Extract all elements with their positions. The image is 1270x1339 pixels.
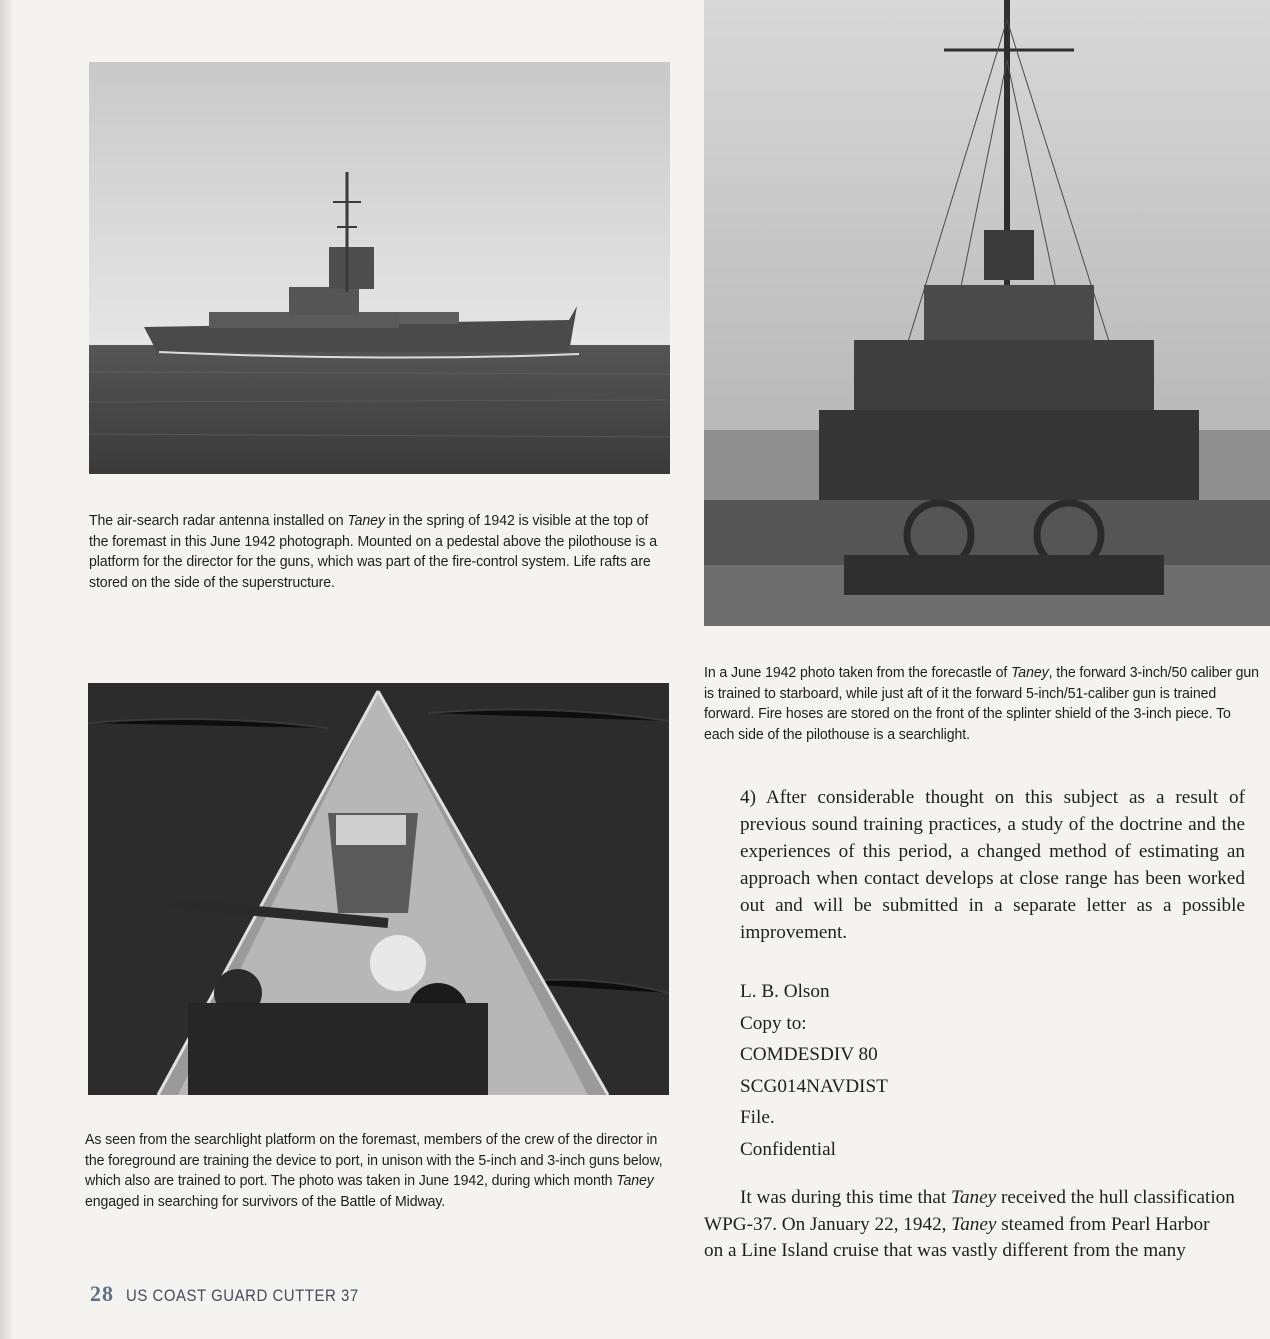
body-text: WPG-37. On January 22, 1942, <box>704 1213 952 1235</box>
report-paragraph-4: 4) After considerable thought on this subject as a result of previous sound training practices, a study of the doctrine and the experiences of this period, a changed method of estimating an approach when contact develops at close range has been worked out and will be submitted in a separate letter as a possible improvement. <box>740 787 1245 943</box>
body-text: It was during this time that <box>740 1187 952 1208</box>
caption-text: , the forward 3-inch/50 caliber gun is trained to starboard, while just aft of it the forward 5-inch/51-caliber gun is trained forward. Fire hoses are stored on the front of the splinter shield of the 3-inch piece. To each side of the pilothouse is a searchlight. <box>704 664 1259 743</box>
signature-line: Copy to: <box>740 1012 807 1034</box>
photo-forecastle-view <box>704 0 1270 626</box>
body-text: received the hull classification <box>996 1187 1235 1208</box>
page-footer <box>90 1281 390 1307</box>
page-number: 28 <box>90 1281 114 1306</box>
caption-forecastle-view <box>704 663 1262 745</box>
closing-line-1 <box>704 1185 1270 1212</box>
signature-line: COMDESDIV 80 <box>740 1044 878 1066</box>
signature-line: Confidential <box>740 1138 836 1160</box>
ship-name: Taney <box>951 1213 997 1235</box>
photo-searchlight-platform-view <box>88 683 669 1095</box>
signature-line: L. B. Olson <box>740 981 830 1002</box>
caption-text: As seen from the searchlight platform on the foremast, members of the crew of the director in the foreground are training the device to port, in unison with the 5-inch and 3-inch guns below, which also are trained to port. The photo was taken in June 1942, during which month <box>85 1131 663 1189</box>
caption-text: engaged in searching for survivors of the Battle of Midway. <box>85 1192 446 1210</box>
running-title: US COAST GUARD CUTTER 37 <box>126 1286 359 1305</box>
closing-line-2 <box>704 1212 1270 1239</box>
signature-block <box>740 976 1040 1166</box>
caption-taney-underway <box>89 511 669 593</box>
page-gutter-shadow <box>0 0 14 1339</box>
ship-name: Taney <box>616 1172 654 1189</box>
body-text: steamed from Pearl Harbor <box>996 1213 1210 1235</box>
caption-searchlight-platform-view <box>85 1130 665 1212</box>
caption-text: In a June 1942 photo taken from the forecastle of <box>704 664 1012 681</box>
signature-line: File. <box>740 1107 775 1129</box>
ship-name: Taney <box>1011 664 1049 681</box>
closing-line-3: on a Line Island cruise that was vastly different from the many <box>704 1240 1186 1261</box>
closing-paragraph <box>704 1185 1270 1265</box>
photo-taney-underway <box>89 62 670 474</box>
ship-name: Taney <box>347 512 385 529</box>
caption-text: The air-search radar antenna installed on <box>89 512 348 529</box>
caption-text: in the spring of 1942 is visible at the top of the foremast in this June 1942 photograph. Mounted on a pedestal above the pilothouse is a platform for the director for the guns, which was part of the fire-control system. Life rafts are stored on the side of the superstructure. <box>89 512 657 591</box>
ship-name: Taney <box>951 1187 997 1208</box>
signature-line: SCG014NAVDIST <box>740 1075 888 1097</box>
